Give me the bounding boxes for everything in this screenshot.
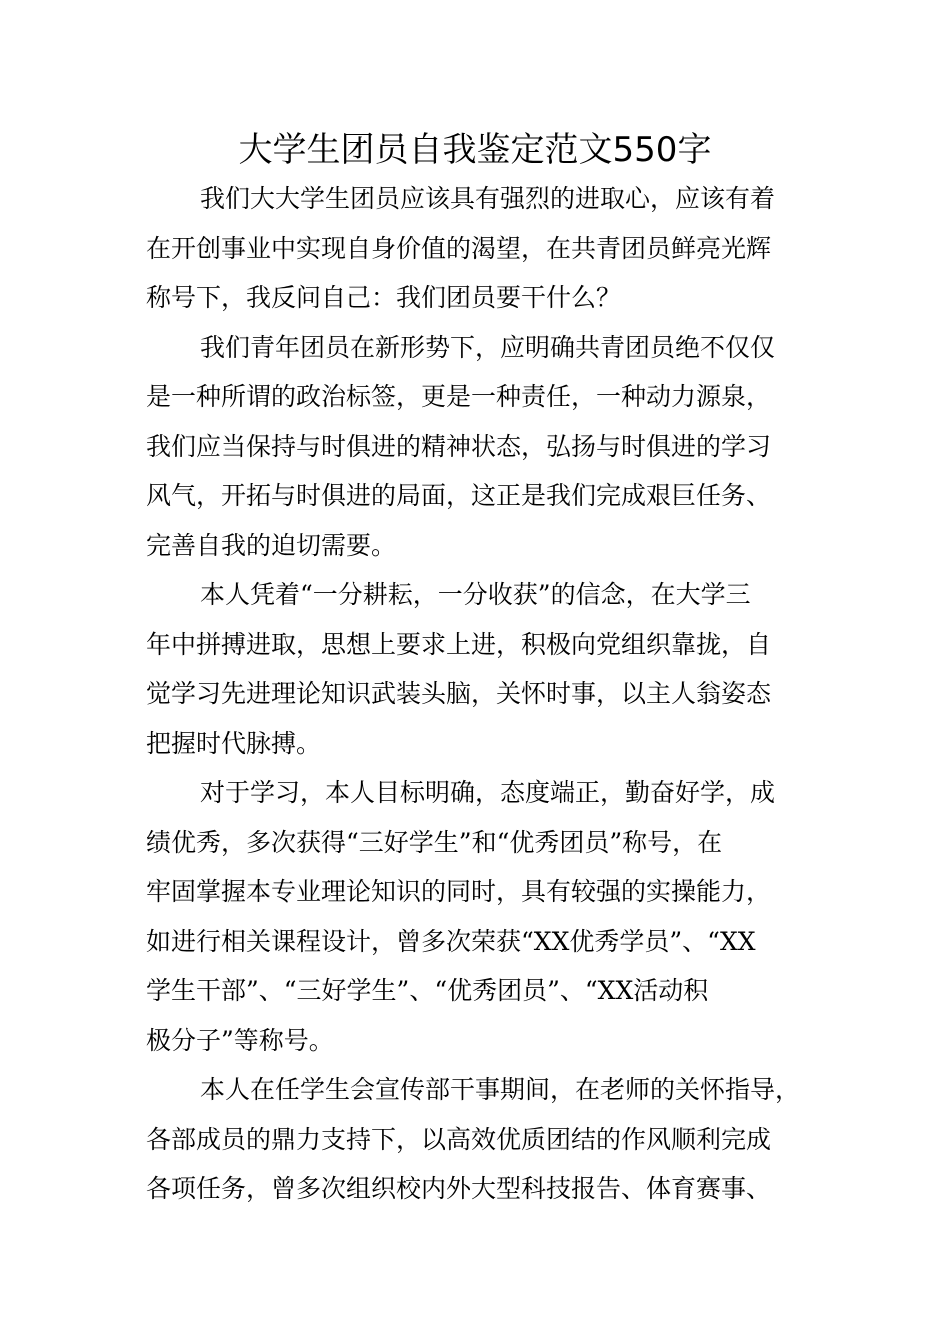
paragraph-line: 极分子”等称号。 [146,1025,334,1055]
paragraph-line: 如进行相关课程设计，曾多次荣获“XX优秀学员”、“XX [146,926,756,956]
document-body [146,174,818,1214]
paragraph-line: 绩优秀，多次获得“三好学生”和“优秀团员”称号，在 [146,827,723,857]
paragraph-2 [146,323,818,571]
paragraph-line: 在开创事业中实现自身价值的渴望，在共青团员鲜亮光辉 [146,233,772,263]
paragraph-line: 本人在任学生会宣传部干事期间，在老师的关怀指导， [200,1075,801,1104]
paragraph-line: 完善自我的迫切需要。 [146,530,397,560]
paragraph-1 [146,174,818,323]
paragraph-line: 风气，开拓与时俱进的局面，这正是我们完成艰巨任务、 [146,481,772,510]
paragraph-line: 我们青年团员在新形势下，应明确共青团员绝不仅仅 [200,332,776,362]
paragraph-line: 是一种所谓的政治标签，更是一种责任，一种动力源泉， [146,382,772,411]
document-title: 大学生团员自我鉴定范文550字 [238,130,712,170]
paragraph-5 [146,1065,818,1214]
paragraph-line: 各项任务，曾多次组织校内外大型科技报告、体育赛事、 [146,1174,772,1203]
paragraph-3 [146,570,818,768]
paragraph-line: 各部成员的鼎力支持下，以高效优质团结的作风顺利完成 [146,1124,772,1154]
paragraph-line: 牢固掌握本专业理论知识的同时，具有较强的实操能力， [146,877,772,906]
paragraph-line: 称号下，我反问自己：我们团员要干什么？ [146,283,622,312]
paragraph-line: 觉学习先进理论知识武装头脑，关怀时事，以主人翁姿态 [146,679,772,708]
paragraph-line: 我们应当保持与时俱进的精神状态，弘扬与时俱进的学习 [146,431,772,461]
paragraph-line: 本人凭着“一分耕耘，一分收获”的信念，在大学三 [200,580,751,609]
paragraph-line: 把握时代脉搏。 [146,728,322,758]
paragraph-line: 我们大大学生团员应该具有强烈的进取心，应该有着 [200,184,776,213]
paragraph-4 [146,768,818,1065]
paragraph-line: 年中拼搏进取，思想上要求上进，积极向党组织靠拢，自 [146,629,772,659]
paragraph-line: 学生干部”、“三好学生”、“优秀团员”、“XX活动积 [146,976,709,1005]
paragraph-line: 对于学习，本人目标明确，态度端正，勤奋好学，成 [200,778,776,807]
